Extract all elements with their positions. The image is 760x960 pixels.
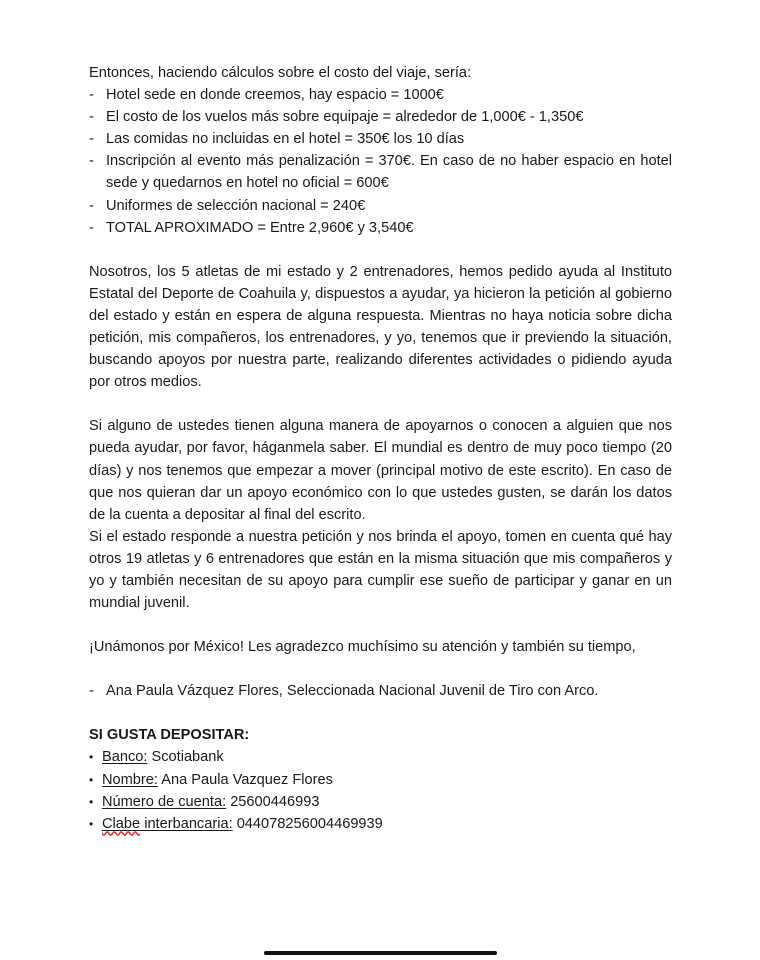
dash-icon: - bbox=[89, 219, 94, 236]
deposit-label: Banco: bbox=[102, 749, 148, 766]
cost-item: - Hotel sede en donde creemos, hay espacio = 1000€ bbox=[89, 84, 672, 106]
bullet-icon: • bbox=[89, 794, 94, 809]
deposit-value: Scotiabank bbox=[151, 749, 224, 766]
cost-item-total: - TOTAL APROXIMADO = Entre 2,960€ y 3,540€ bbox=[89, 217, 672, 239]
deposit-item-bank bbox=[89, 746, 672, 768]
intro-text: Entonces, haciendo cálculos sobre el costo del viaje, sería: bbox=[89, 65, 472, 81]
deposit-heading: SI GUSTA DEPOSITAR: bbox=[89, 727, 250, 744]
cost-item: - El costo de los vuelos más sobre equipaje = alrededor de 1,000€ - 1,350€ bbox=[89, 106, 672, 128]
dash-icon: - bbox=[89, 109, 94, 126]
deposit-value: 25600446993 bbox=[230, 793, 320, 810]
cost-item: - Las comidas no incluidas en el hotel = 350€ los 10 días bbox=[89, 128, 672, 150]
closing-text: ¡Unámonos por México! Les agradezco muchísimo su atención y también su tiempo, bbox=[89, 639, 636, 656]
deposit-value: 044078256004469939 bbox=[236, 815, 383, 832]
deposit-label: Nombre: bbox=[102, 771, 158, 788]
dash-icon: - bbox=[89, 153, 94, 170]
bullet-icon: • bbox=[89, 816, 94, 831]
deposit-item-account-number bbox=[89, 791, 672, 813]
signature-text: Ana Paula Vázquez Flores, Seleccionada Nacional Juvenil de Tiro con Arco. bbox=[106, 683, 599, 700]
dash-icon: - bbox=[89, 197, 94, 214]
deposit-label: Número de cuenta: bbox=[102, 793, 227, 810]
home-indicator[interactable] bbox=[264, 951, 497, 955]
deposit-list bbox=[89, 746, 672, 834]
deposit-item-name bbox=[89, 769, 672, 791]
deposit-value: Ana Paula Vazquez Flores bbox=[161, 771, 333, 788]
dash-icon: - bbox=[89, 683, 94, 700]
cost-list bbox=[89, 84, 672, 239]
deposit-item-clabe bbox=[89, 813, 672, 835]
bullet-icon: • bbox=[89, 750, 94, 765]
paragraph-support-request: Nosotros, los 5 atletas de mi estado y 2 entrenadores, hemos pedido ayuda al Instituto Estatal del Deporte de Coahuila y, dispuestos a ayudar, ya hicieron la petición al gobierno del estado y están en espera de alguna respuesta. Mientras no haya noticia sobre dicha petición, mis compañeros, los entrenadores, y yo, tenemos que ir previendo la situación, buscando apoyos por nuestra parte, realizando diferentes actividades o pidiendo ayuda por otros medios. bbox=[89, 263, 672, 391]
deposit-label: Clabe interbancaria: bbox=[102, 815, 233, 832]
paragraph-other-athletes: Si el estado responde a nuestra petición y nos brinda el apoyo, tomen en cuenta qué hay otros 19 atletas y 6 entrenadores que están en la misma situación que mis compañeros y yo y también necesitan de su apoyo para cumplir ese sueño de participar y ganar en un mundial juvenil. bbox=[89, 528, 672, 612]
dash-icon: - bbox=[89, 131, 94, 148]
spellcheck-flag: Clabe bbox=[102, 815, 141, 832]
cost-item: - Inscripción al evento más penalización = 370€. En caso de no haber espacio en hotel sede y quedarnos en hotel no oficial = 600€ bbox=[89, 150, 672, 194]
dash-icon: - bbox=[89, 87, 94, 104]
paragraph-help-appeal: Si alguno de ustedes tienen alguna manera de apoyarnos o conocen a alguien que nos pueda ayudar, por favor, háganmela saber. El mundial es dentro de muy poco tiempo (20 días) y nos tenemos que empezar a mover (principal motivo de este escrito). En caso de que nos quieran dar un apoyo económico con lo que ustedes gusten, se darán los datos de la cuenta a depositar al final del escrito. bbox=[89, 418, 672, 523]
bullet-icon: • bbox=[89, 772, 94, 787]
document-page bbox=[89, 62, 672, 835]
cost-item: - Uniformes de selección nacional = 240€ bbox=[89, 195, 672, 217]
signature bbox=[89, 680, 672, 702]
